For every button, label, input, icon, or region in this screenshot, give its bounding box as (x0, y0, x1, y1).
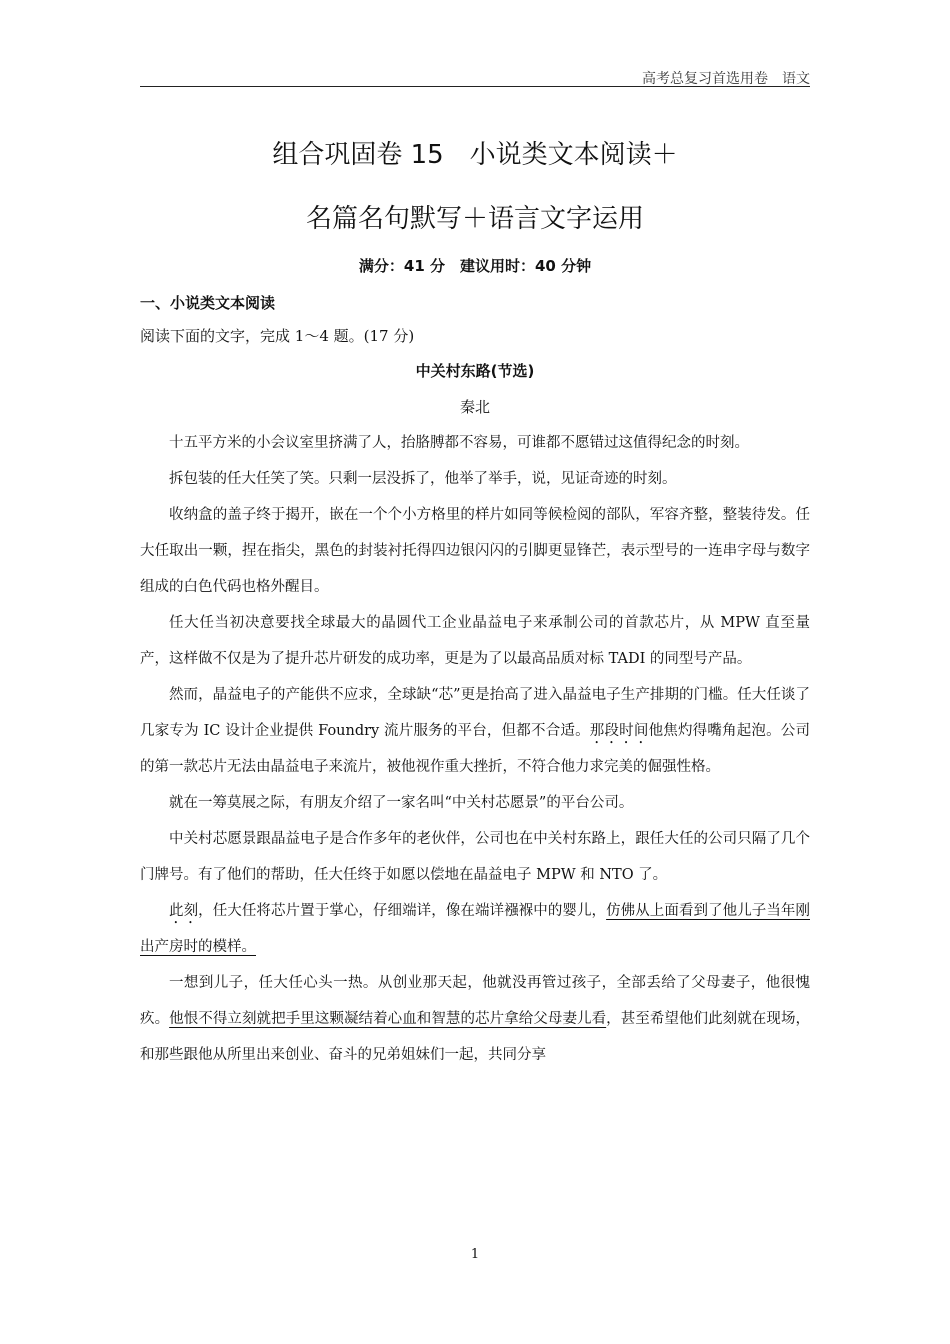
emphasized-phrase: 那段时间 (589, 723, 649, 739)
running-header: 高考总复习首选用卷 语文 (642, 71, 810, 87)
page-number: 1 (470, 1247, 480, 1262)
paragraph-2: 拆包装的任大任笑了笑。只剩一层没拆了，他举了举手，说，见证奇迹的时刻。 (169, 471, 677, 487)
paragraph-5-text-b: 他焦灼得嘴角起泡。公司的第一款芯片无法由晶益电子来流片，被他视作重大挫折，不符合他力求完美的倔强性格。 (140, 723, 811, 775)
paragraph-9-text-a: 一想到儿子，任大任心头一热。从创业那天起，他就没再管过孩子，全部丢给了父母妻子，他很愧疚。 (140, 975, 810, 1027)
underlined-sentence-2: 他恨不得立刻就把手里这颗凝结着心血和智慧的芯片拿给父母妻儿看 (169, 1011, 607, 1027)
paragraph-5 (140, 677, 810, 785)
paragraph-6: 就在一筹莫展之际，有朋友介绍了一家名叫“中关村芯愿景”的平台公司。 (169, 795, 634, 811)
score-time-info: 满分：41 分 建议用时：40 分钟 (358, 257, 592, 275)
paragraph-8 (140, 893, 810, 965)
paragraph-5-text-a: 然而，晶益电子的产能供不应求，全球缺“芯”更是抬高了进入晶益电子生产排期的门槛。任大任谈了几家专为 IC 设计企业提供 Foundry 流片服务的平台，但都不合适。 (140, 687, 810, 739)
page-title-line-1: 组合巩固卷 15 小说类文本阅读＋ (272, 140, 678, 170)
paragraph-7: 中关村芯愿景跟晶益电子是合作多年的老伙伴，公司也在中关村东路上，跟任大任的公司只隔了几个门牌号。有了他们的帮助，任大任终于如愿以偿地在晶益电子 MPW 和 NTO 了。 (140, 831, 810, 883)
article-author: 秦北 (459, 398, 490, 416)
paragraph-4: 任大任当初决意要找全球最大的晶圆代工企业晶益电子来承制公司的首款芯片，从 MPW 直至量产，这样做不仅是为了提升芯片研发的成功率，更是为了以最高品质对标 TADI 的同型号产品。 (140, 615, 810, 667)
reading-instruction: 阅读下面的文字，完成 1～4 题。(17 分) (140, 327, 415, 345)
underlined-sentence-1: 仿佛从上面看到了他儿子当年刚出产房时的模样。 (140, 903, 810, 955)
paragraph-3: 收纳盒的盖子终于揭开，嵌在一个个小方格里的样片如同等候检阅的部队，军容齐整，整装待发。任大任取出一颗，捏在指尖，黑色的封装衬托得四边银闪闪的引脚更显锋芒，表示型号的一连串字母与数字组成的白色代码也格外醒目。 (140, 507, 810, 595)
paragraph-9-text-b: ，甚至希望他们此刻就在现场，和那些跟他从所里出来创业、奋斗的兄弟姐妹们一起，共同分享 (140, 1011, 811, 1063)
article-title: 中关村东路(节选) (415, 362, 535, 380)
paragraph-1: 十五平方米的小会议室里挤满了人，抬胳膊都不容易，可谁都不愿错过这值得纪念的时刻。 (169, 435, 749, 451)
paragraph-8-text: ，任大任将芯片置于掌心，仔细端详，像在端详襁褓中的婴儿， (198, 903, 607, 919)
page-title-line-2: 名篇名句默写＋语言文字运用 (305, 204, 644, 234)
section-heading: 一、小说类文本阅读 (140, 294, 276, 312)
emphasized-word: 此刻 (169, 903, 199, 919)
paragraph-9 (140, 965, 810, 1073)
header-rule (140, 86, 810, 87)
article-body (140, 425, 810, 1073)
